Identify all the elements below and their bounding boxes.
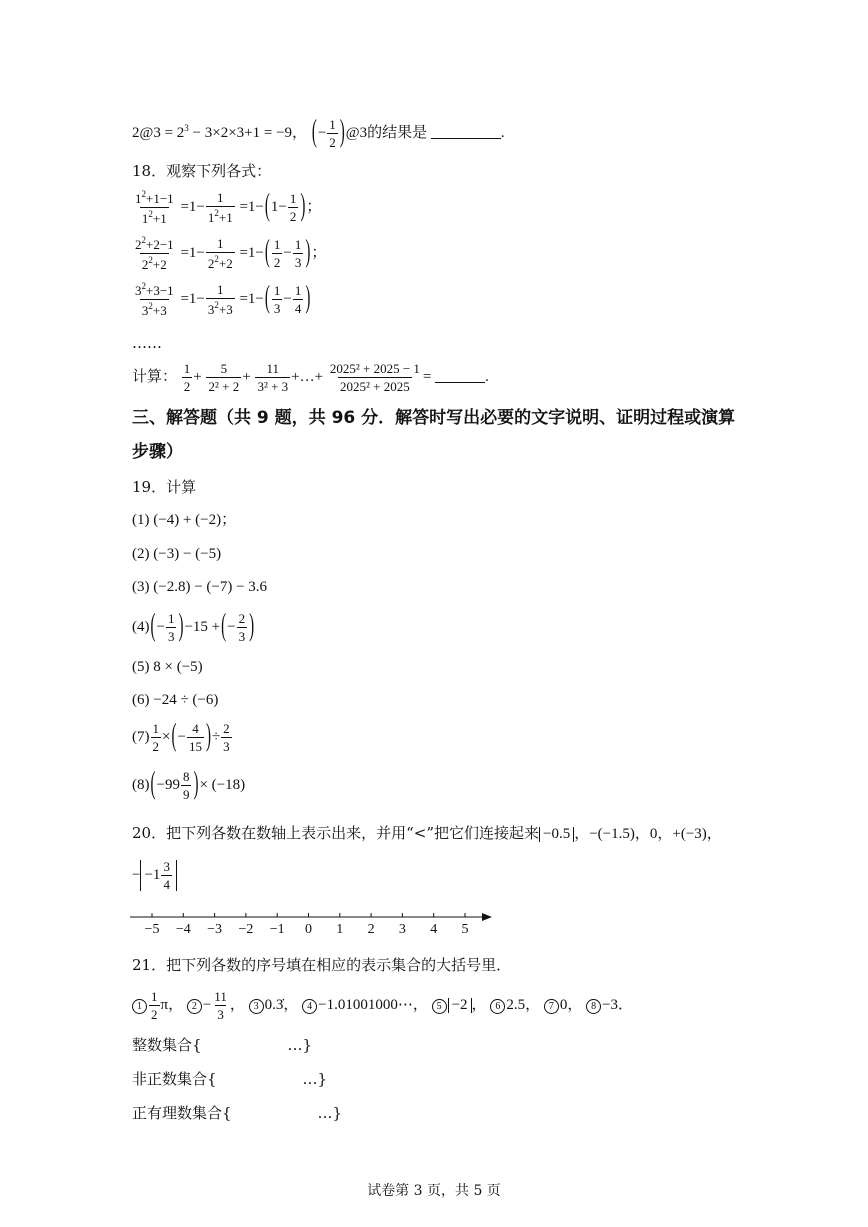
number-line-tick-label: −5 <box>144 922 160 935</box>
number-line-tick-label: 5 <box>461 922 469 935</box>
number-line <box>130 905 495 935</box>
q20-second-line: − −1 $\frac{3}{4}$ <box>132 860 177 891</box>
number-line-tick-label: −2 <box>238 922 254 935</box>
q17-eq: = 2 <box>164 124 185 141</box>
set-integers: 整数集合{ …} <box>132 1036 313 1054</box>
q19-part-7: (7) $\frac{1}{2}$ ×(− $\frac{4}{15}$ )÷ $\frac{2}{3}$ <box>132 719 230 754</box>
q21-items: 1 $\frac{1}{2}$ π， 2 − $\frac{11}{3}$ ， 3 0.3̇， 4 −1.01001000⋯， 5 −2 ， 6 2.5， 7 0， 8 −3． <box>132 990 633 1021</box>
q18-calc: 计算： $\frac{1}{2}$ + $\frac{5}{\text{2² + 2}}$ + $\frac{11}{\text{3² + 3}}$ +…+ $\frac{\text{2025² + 2025 − 1}}{\text{2025² + 2025}}$ = . <box>132 361 489 394</box>
number-line-tick-label: 1 <box>336 922 344 935</box>
q18-row-2: $\frac{2^2+2-1}{2^2+2}$ =1− $\frac{1}{2^2+2}$ =1−( $\frac{1}{2}$ − $\frac{1}{3}$ )； <box>135 235 327 272</box>
number-line-arrow-icon <box>482 913 492 921</box>
number-line-tick-label: 3 <box>398 922 406 935</box>
q17-exp: 3 <box>184 122 189 133</box>
q19-part-1: (1) (−4) + (−2)； <box>132 512 237 528</box>
q19-part-6: (6) −24 ÷ (−6) <box>132 692 219 708</box>
set-positive-rational: 正有理数集合{ …} <box>132 1104 343 1122</box>
q18-title: 18．观察下列各式： <box>132 162 272 180</box>
q19-part-5: (5) 8 × (−5) <box>132 659 203 675</box>
number-line-tick-label: 4 <box>430 922 438 935</box>
q21-title: 21．把下列各数的序号填在相应的表示集合的大括号里． <box>132 956 512 974</box>
q18-ellipsis: …… <box>132 334 162 352</box>
q17-frac: $\frac{1}{2}$ <box>329 117 336 150</box>
q18-row-1: $\frac{1^2+1-1}{1^2+1}$ =1− $\frac{1}{1^2+1}$ =1−(1− $\frac{1}{2}$ )； <box>135 189 322 226</box>
q17-tail: 2@3 = $2^3 - 3\times 2\times 3+1 = -9$， (− $\frac{1}{2}$ )@3的结果是 . <box>132 115 505 150</box>
page-footer: 试卷第 3 页，共 5 页 <box>367 1183 501 1199</box>
q19-part-4: (4)(− $\frac{1}{3}$ )−15 +(− $\frac{2}{3}$ ) <box>132 609 255 644</box>
number-line-tick-label: −3 <box>207 922 223 935</box>
q18-answer-blank <box>435 368 485 383</box>
q18-row-3: $\frac{3^2+3-1}{3^2+3}$ =1− $\frac{1}{3^2+3}$ =1−( $\frac{1}{3}$ − $\frac{1}{4}$ ) <box>135 281 311 318</box>
q20-prompt: 20．把下列各数在数轴上表示出来，并用“<”把它们连接起来 −0.5 ，−(−1.5)，0，+(−3)， <box>132 824 722 842</box>
number-line-tick-label: 0 <box>305 922 312 935</box>
section3-heading-cont: 步骤） <box>132 442 183 462</box>
q19-part-3: (3) (−2.8) − (−7) − 3.6 <box>132 579 268 595</box>
number-line-tick-label: −4 <box>175 922 191 935</box>
number-line-tick-label: −1 <box>269 922 285 935</box>
q19-part-8: (8)(−99 $\frac{8}{9}$ )× (−18) <box>132 767 246 802</box>
q19-part-2: (2) (−3) − (−5) <box>132 546 222 562</box>
section3-heading: 三、解答题（共 9 题，共 96 分．解答时写出必要的文字说明、证明过程或演算 <box>132 408 736 428</box>
q17-answer-blank <box>431 124 501 139</box>
q19-title: 19．计算 <box>132 478 197 496</box>
q17-rest: − 3×2×3+1 = −9， <box>192 124 308 141</box>
q17-question: @3的结果是 <box>345 124 428 141</box>
number-line-tick-label: 2 <box>367 922 375 935</box>
q17-lhs: 2@3 <box>132 124 161 141</box>
set-nonpositive: 非正数集合{ …} <box>132 1070 328 1088</box>
